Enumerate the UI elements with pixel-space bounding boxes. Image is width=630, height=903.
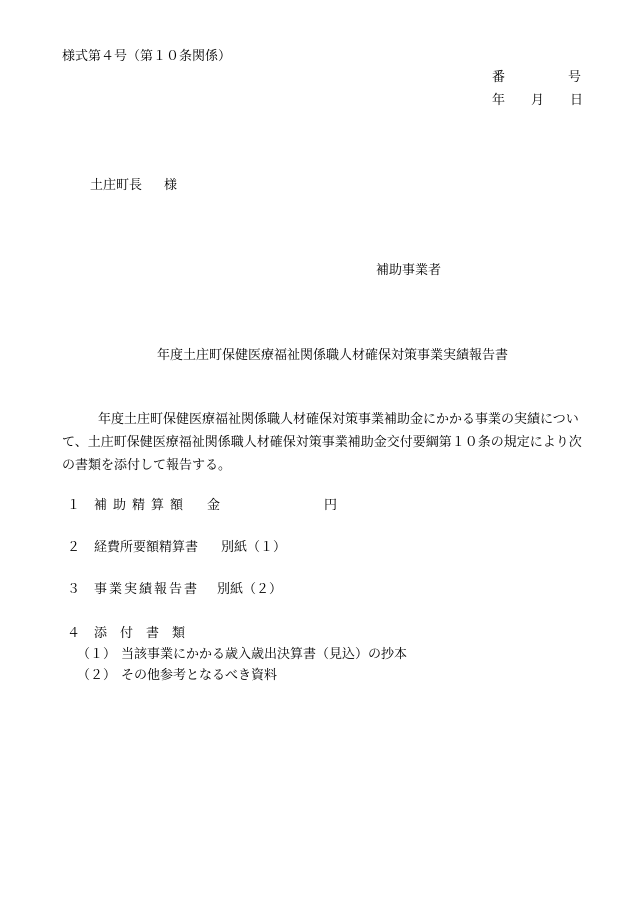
item-4-label: 添付書類	[94, 626, 199, 641]
form-number: 様式第４号（第１０条関係）	[62, 49, 232, 64]
item-4-number: ４	[67, 626, 81, 641]
body-line-1: 年度土庄町保健医療福祉関係職人材確保対策事業補助金にかかる事業の実績につい	[98, 412, 579, 427]
doc-number-suffix: 号	[568, 70, 582, 85]
document-title: 年度土庄町保健医療福祉関係職人材確保対策事業実績報告書	[157, 348, 509, 363]
body-line-2: て、土庄町保健医療福祉関係職人材確保対策事業補助金交付要綱第１０条の規定により次	[62, 435, 582, 450]
body-paragraph	[62, 408, 587, 477]
attachment-1-number: （１）	[77, 647, 117, 662]
date-line	[492, 94, 583, 107]
attachment-2-number: （２）	[77, 668, 117, 683]
item-1-currency: 金	[207, 498, 221, 513]
item-2-value: 別紙（１）	[221, 540, 287, 555]
date-year: 年	[492, 93, 506, 108]
item-3-label: 事業実績報告書	[94, 582, 200, 597]
item-2	[67, 541, 286, 554]
item-3-number: ３	[67, 582, 81, 597]
item-1-number: １	[67, 498, 81, 513]
addressee-honorific: 様	[164, 178, 178, 193]
date-month: 月	[531, 93, 545, 108]
addressee	[90, 179, 177, 192]
attachment-1	[77, 648, 407, 661]
item-1-unit: 円	[324, 498, 338, 513]
doc-number-prefix: 番	[492, 70, 506, 85]
item-3-value: 別紙（２）	[217, 582, 283, 597]
item-1-label: 補助精算額	[94, 498, 190, 513]
doc-number-label	[492, 71, 581, 84]
item-2-number: ２	[67, 540, 81, 555]
item-4	[67, 627, 198, 640]
applicant-label: 補助事業者	[376, 263, 442, 278]
attachment-1-text: 当該事業にかかる歳入歳出決算書（見込）の抄本	[121, 647, 408, 662]
date-day: 日	[570, 93, 584, 108]
attachment-2	[77, 669, 277, 682]
item-3	[67, 583, 282, 596]
body-line-3: の書類を添付して報告する。	[62, 458, 232, 473]
item-1	[67, 499, 337, 512]
attachment-2-text: その他参考となるべき資料	[121, 668, 278, 683]
addressee-name: 土庄町長	[90, 178, 143, 193]
item-2-label: 経費所要額精算書	[94, 540, 199, 555]
